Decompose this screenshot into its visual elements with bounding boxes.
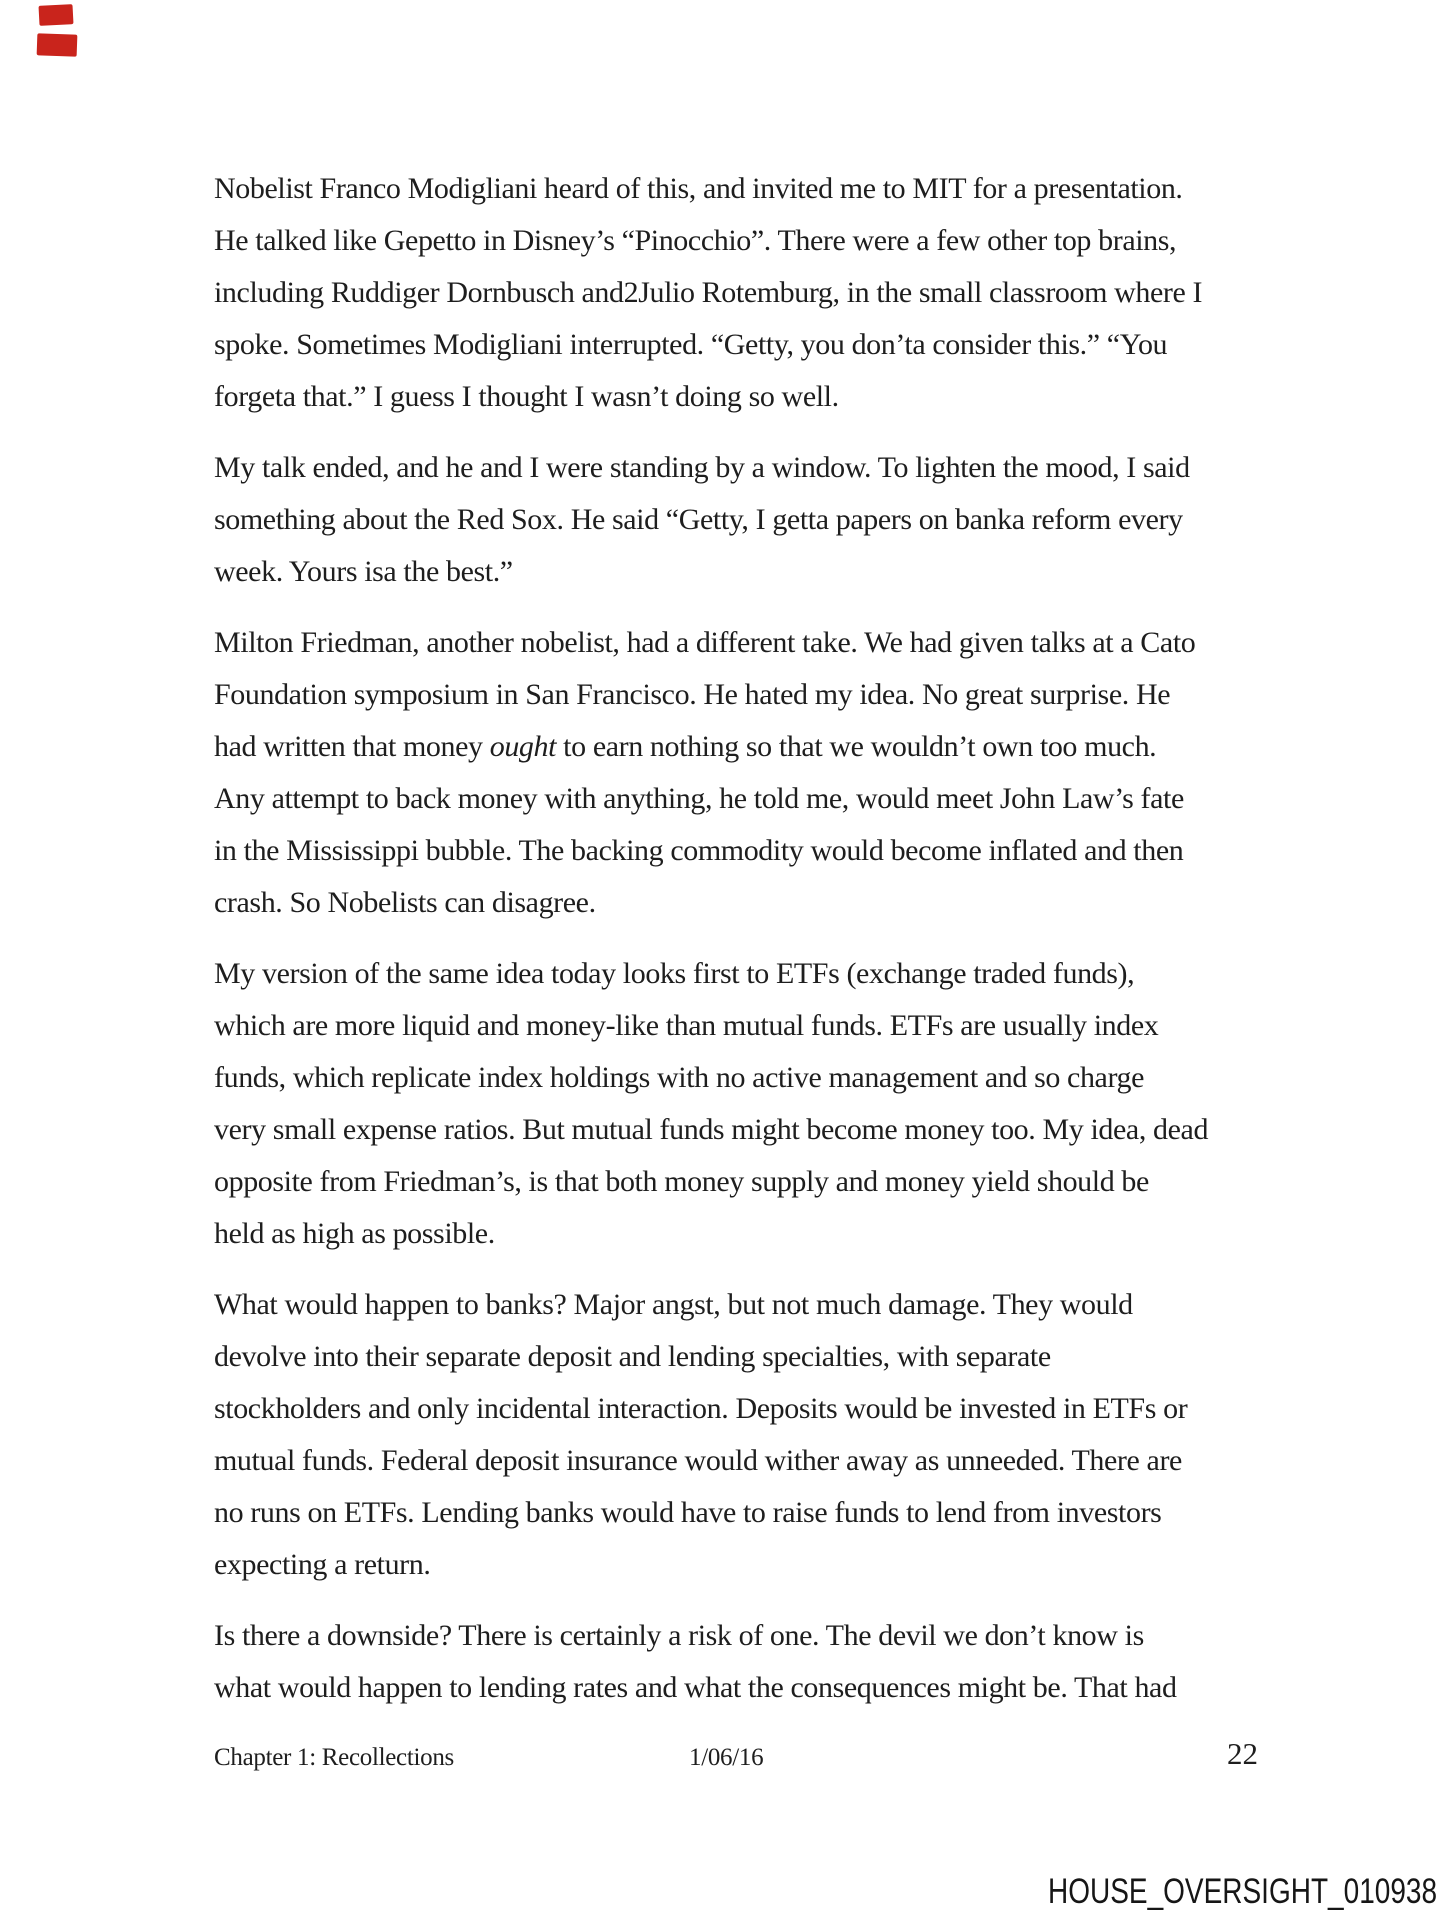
body-text: My version of the same idea today looks first to ETFs (exchange traded funds), [214, 957, 1135, 990]
body-text: no runs on ETFs. Lending banks would have to raise funds to lend from investors [214, 1496, 1162, 1529]
text-line [214, 267, 1294, 319]
text-line [214, 1539, 1294, 1591]
body-text: week. Yours isa the best.” [214, 555, 513, 588]
body-text: He talked like Gepetto in Disney’s “Pinocchio”. There were a few other top brains, [214, 224, 1177, 257]
body-text: Any attempt to back money with anything, he told me, would meet John Law’s fate [214, 782, 1184, 815]
body-text: spoke. Sometimes Modigliani interrupted. “Getty, you don’ta consider this.” “You [214, 328, 1168, 361]
text-line [214, 877, 1294, 929]
text-line [214, 1662, 1294, 1714]
text-line [214, 1487, 1294, 1539]
text-line [214, 1279, 1294, 1331]
body-text: had written that money [214, 730, 490, 763]
bates-stamp: HOUSE_OVERSIGHT_010938 [1048, 1872, 1438, 1911]
text-line [214, 319, 1294, 371]
body-text: something about the Red Sox. He said “Getty, I getta papers on banka reform every [214, 503, 1183, 536]
text-line [214, 1435, 1294, 1487]
text-line [214, 546, 1294, 598]
text-line [214, 163, 1294, 215]
body-text: very small expense ratios. But mutual funds might become money too. My idea, dead [214, 1113, 1209, 1146]
paragraph [214, 1279, 1294, 1591]
red-pen-mark-top [38, 4, 73, 26]
body-text: forgeta that.” I guess I thought I wasn’t doing so well. [214, 380, 839, 413]
paragraph [214, 617, 1294, 929]
text-line [214, 669, 1294, 721]
red-pen-mark-bottom [37, 33, 78, 56]
text-line [214, 948, 1294, 1000]
body-text: stockholders and only incidental interaction. Deposits would be invested in ETFs or [214, 1392, 1188, 1425]
paragraph [214, 442, 1294, 598]
body-text: funds, which replicate index holdings with no active management and so charge [214, 1061, 1145, 1094]
paragraph [214, 163, 1294, 423]
text-line [214, 825, 1294, 877]
body-text: what would happen to lending rates and what the consequences might be. That had [214, 1671, 1177, 1704]
paragraph [214, 948, 1294, 1260]
footer-chapter-title: Chapter 1: Recollections [214, 1744, 454, 1771]
body-text: Milton Friedman, another nobelist, had a different take. We had given talks at a Cato [214, 626, 1196, 659]
body-text: Foundation symposium in San Francisco. He hated my idea. No great surprise. He [214, 678, 1171, 711]
footer-page-number: 22 [1227, 1736, 1258, 1771]
body-text: including Ruddiger Dornbusch and2Julio Rotemburg, in the small classroom where I [214, 276, 1203, 309]
text-line [214, 1331, 1294, 1383]
body-text: Is there a downside? There is certainly a risk of one. The devil we don’t know is [214, 1619, 1144, 1652]
text-line [214, 1156, 1294, 1208]
text-line [214, 1208, 1294, 1260]
body-text: crash. So Nobelists can disagree. [214, 886, 596, 919]
body-text: devolve into their separate deposit and lending specialties, with separate [214, 1340, 1051, 1373]
body-text: expecting a return. [214, 1548, 431, 1581]
body-text: in the Mississippi bubble. The backing commodity would become inflated and then [214, 834, 1184, 867]
paragraph [214, 1610, 1294, 1714]
body-text: mutual funds. Federal deposit insurance would wither away as unneeded. There are [214, 1444, 1182, 1477]
text-line [214, 442, 1294, 494]
text-line [214, 494, 1294, 546]
text-line [214, 1052, 1294, 1104]
text-line [214, 1383, 1294, 1435]
text-line [214, 371, 1294, 423]
body-text: to earn nothing so that we wouldn’t own too much. [556, 730, 1157, 763]
body-text: What would happen to banks? Major angst, but not much damage. They would [214, 1288, 1133, 1321]
body-text: Nobelist Franco Modigliani heard of this, and invited me to MIT for a presentation. [214, 172, 1183, 205]
body-text: held as high as possible. [214, 1217, 495, 1250]
text-line [214, 721, 1294, 773]
text-line [214, 1000, 1294, 1052]
body-text: opposite from Friedman’s, is that both money supply and money yield should be [214, 1165, 1149, 1198]
text-line [214, 1610, 1294, 1662]
body-text: which are more liquid and money-like than mutual funds. ETFs are usually index [214, 1009, 1159, 1042]
text-line [214, 1104, 1294, 1156]
body-text: My talk ended, and he and I were standing by a window. To lighten the mood, I said [214, 451, 1190, 484]
text-line [214, 617, 1294, 669]
page-body-text [214, 163, 1294, 1733]
italic-text: ought [489, 730, 557, 763]
footer-date: 1/06/16 [689, 1744, 764, 1771]
text-line [214, 773, 1294, 825]
text-line [214, 215, 1294, 267]
